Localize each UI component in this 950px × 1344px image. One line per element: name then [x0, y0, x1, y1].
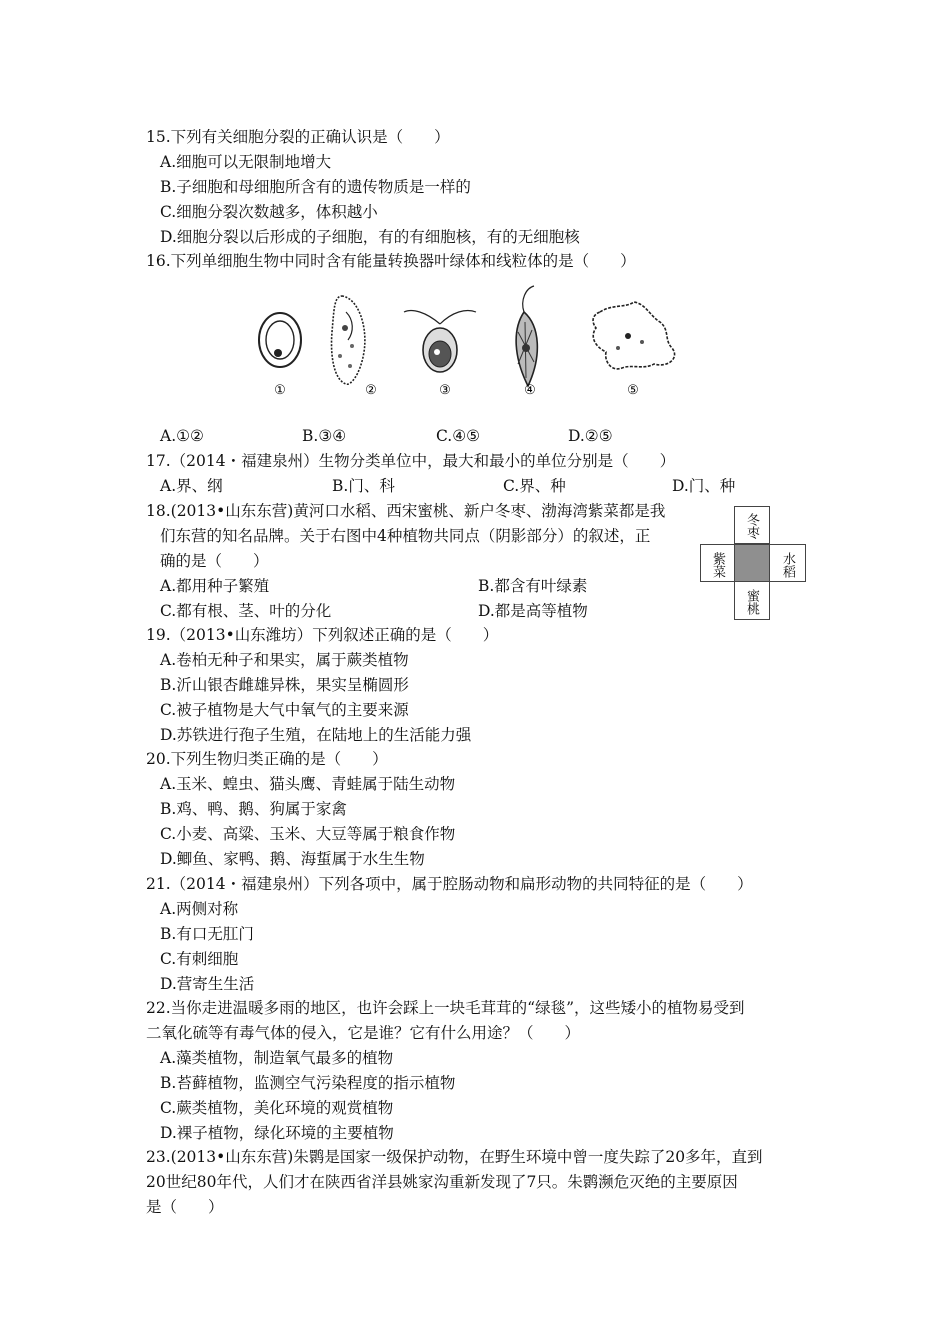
- question-18-stem-line-1: 18.(2013•山东东营)黄河口水稻、西宋蜜桃、新户冬枣、渤海湾紫菜都是我: [146, 502, 666, 520]
- question-18-stem-line-2: 们东营的知名品牌。关于右图中4种植物共同点（阴影部分）的叙述，正: [160, 527, 651, 545]
- q22-option-b: B.苔藓植物，监测空气污染程度的指示植物: [160, 1074, 456, 1092]
- cross-cell-center-shaded: [734, 544, 770, 582]
- cross-cell-right: 水稻: [769, 544, 806, 582]
- organism-3-image: [404, 311, 476, 373]
- q15-option-a: A.细胞可以无限制地增大: [160, 153, 332, 171]
- q19-option-c: C.被子植物是大气中氧气的主要来源: [160, 701, 409, 719]
- figure-label-4: ④: [524, 383, 536, 398]
- organism-2-image: [332, 296, 365, 384]
- question-16-stem: 16.下列单细胞生物中同时含有能量转换器叶绿体和线粒体的是（ ）: [146, 252, 636, 270]
- q16-option-c: C.④⑤: [436, 427, 481, 445]
- question-22-stem-line-1: 22.当你走进温暖多雨的地区，也许会踩上一块毛茸茸的“绿毯”，这些矮小的植物易受到: [146, 999, 745, 1017]
- question-20-stem: 20.下列生物归类正确的是（ ）: [146, 750, 388, 768]
- question-19-stem: 19.（2013•山东潍坊）下列叙述正确的是（ ）: [146, 626, 499, 644]
- q18-option-b: B.都含有叶绿素: [478, 577, 588, 595]
- q20-option-d: D.鲫鱼、家鸭、鹅、海蜇属于水生生物: [160, 850, 425, 868]
- question-22-stem-line-2: 二氧化硫等有毒气体的侵入，它是谁？它有什么用途？（ ）: [146, 1024, 581, 1042]
- cross-cell-bottom: 蜜桃: [734, 581, 770, 620]
- q18-option-d: D.都是高等植物: [478, 602, 588, 620]
- q20-option-c: C.小麦、高粱、玉米、大豆等属于粮食作物: [160, 825, 456, 843]
- q15-option-d: D.细胞分裂以后形成的子细胞，有的有细胞核，有的无细胞核: [160, 228, 580, 246]
- q20-option-b: B.鸡、鸭、鹅、狗属于家禽: [160, 800, 347, 818]
- organism-4-image: [516, 286, 537, 386]
- q16-option-a: A.①②: [160, 427, 204, 445]
- question-18-stem-line-3: 确的是（ ）: [160, 552, 269, 570]
- q17-option-d: D.门、种: [672, 477, 736, 495]
- q16-option-b: B.③④: [302, 427, 347, 445]
- question-15-stem: 15.下列有关细胞分裂的正确认识是（ ）: [146, 128, 450, 146]
- q19-option-b: B.沂山银杏雌雄异株，果实呈椭圆形: [160, 676, 409, 694]
- q19-option-d: D.苏铁进行孢子生殖，在陆地上的生活能力强: [160, 726, 472, 744]
- q18-option-c: C.都有根、茎、叶的分化: [160, 602, 332, 620]
- q16-option-d: D.②⑤: [568, 427, 613, 445]
- question-23-stem-line-2: 20世纪80年代，人们才在陕西省洋县姚家沟重新发现了7只。朱鹮濒危灭绝的主要原因: [146, 1173, 738, 1191]
- q22-option-a: A.藻类植物，制造氧气最多的植物: [160, 1049, 394, 1067]
- cross-cell-top: 冬枣: [734, 506, 770, 544]
- organism-1-image: [259, 313, 301, 367]
- q21-option-b: B.有口无肛门: [160, 925, 254, 943]
- four-plants-cross-diagram: [700, 506, 806, 620]
- q21-option-c: C.有刺细胞: [160, 950, 239, 968]
- single-cell-organisms-figure: [250, 282, 690, 402]
- figure-label-2: ②: [365, 383, 377, 398]
- q15-option-c: C.细胞分裂次数越多，体积越小: [160, 203, 378, 221]
- q21-option-d: D.营寄生生活: [160, 975, 255, 993]
- q21-option-a: A.两侧对称: [160, 900, 239, 918]
- question-23-stem-line-3: 是（ ）: [146, 1198, 224, 1216]
- q22-option-c: C.蕨类植物，美化环境的观赏植物: [160, 1099, 394, 1117]
- q17-option-a: A.界、纲: [160, 477, 223, 495]
- cross-cell-left: 紫菜: [700, 544, 735, 582]
- q22-option-d: D.裸子植物，绿化环境的主要植物: [160, 1124, 394, 1142]
- figure-label-3: ③: [439, 383, 451, 398]
- question-23-stem-line-1: 23.(2013•山东东营)朱鹮是国家一级保护动物，在野生环境中曾一度失踪了20多年，直到: [146, 1148, 763, 1166]
- question-17-stem: 17.（2014・福建泉州）生物分类单位中，最大和最小的单位分别是（ ）: [146, 452, 676, 470]
- q20-option-a: A.玉米、蝗虫、猫头鹰、青蛙属于陆生动物: [160, 775, 456, 793]
- q19-option-a: A.卷柏无种子和果实，属于蕨类植物: [160, 651, 409, 669]
- q15-option-b: B.子细胞和母细胞所含有的遗传物质是一样的: [160, 178, 471, 196]
- figure-label-1: ①: [274, 383, 286, 398]
- organism-5-image: [593, 302, 675, 369]
- q17-option-c: C.界、种: [503, 477, 566, 495]
- question-21-stem: 21.（2014・福建泉州）下列各项中，属于腔肠动物和扁形动物的共同特征的是（ ）: [146, 875, 753, 893]
- figure-label-5: ⑤: [627, 383, 639, 398]
- q18-option-a: A.都用种子繁殖: [160, 577, 270, 595]
- q17-option-b: B.门、科: [332, 477, 395, 495]
